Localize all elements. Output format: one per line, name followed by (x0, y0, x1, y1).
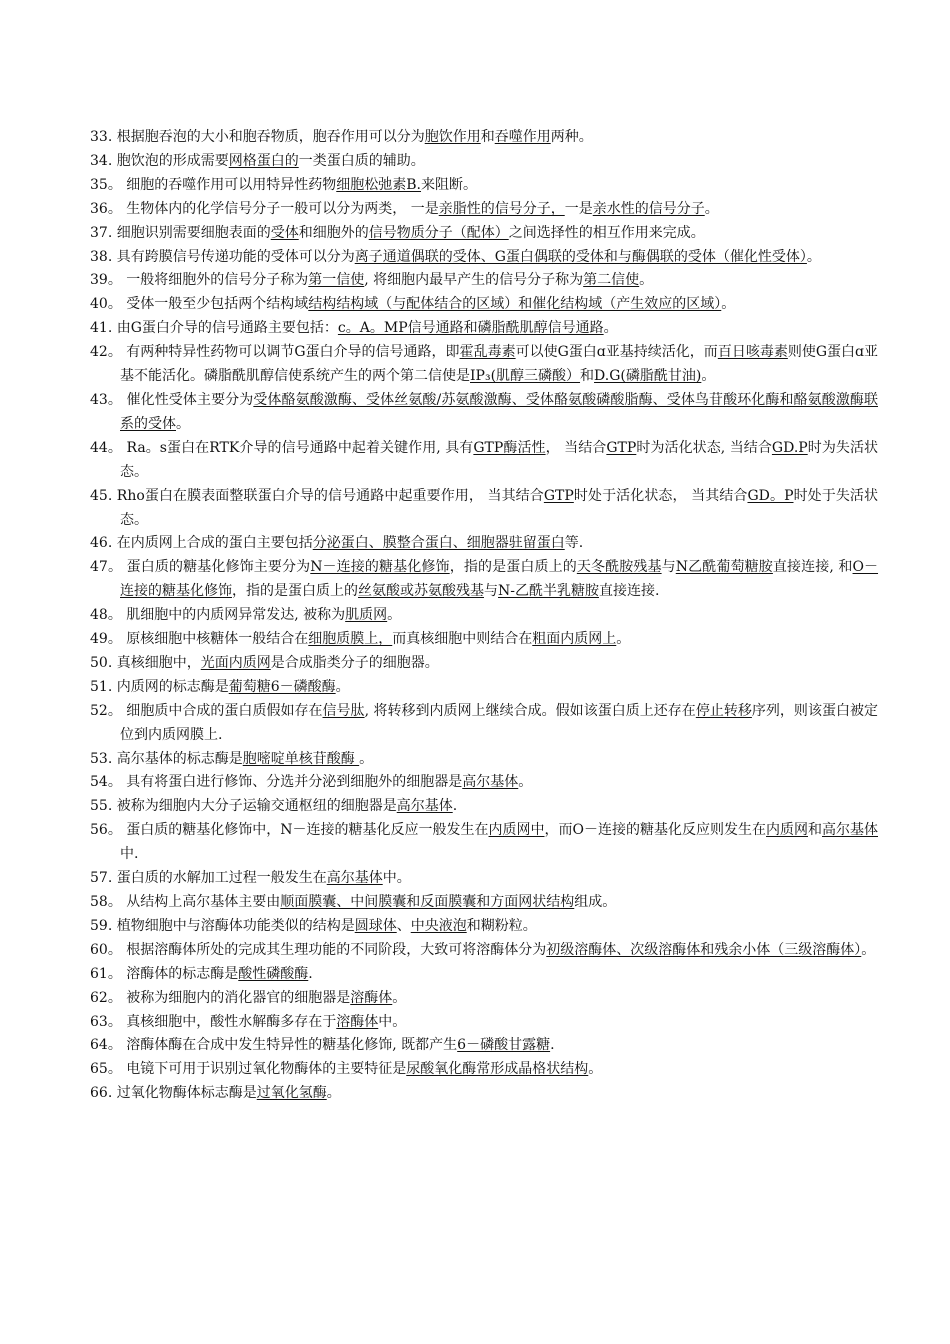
question-text: 。 (721, 296, 736, 313)
question-item (90, 174, 878, 198)
answer-text: 过氧化氢酶 (256, 1085, 327, 1102)
answer-text: 天冬酰胺残基 (576, 559, 662, 576)
question-text: 直接连接. (598, 583, 660, 600)
question-text: 53. 高尔基体的标志酶是 (90, 750, 243, 767)
answer-text: 光面内质网 (200, 654, 271, 671)
question-item (90, 1058, 878, 1082)
question-item (90, 1011, 878, 1035)
question-text: 。 (616, 631, 631, 648)
answer-text: 粗面内质网上 (532, 631, 617, 648)
question-text: 。 (603, 320, 618, 337)
question-text: 52。 细胞质中合成的蛋白质假如存在 (90, 702, 323, 719)
answer-text: 分泌蛋白、膜整合蛋白、细胞器驻留蛋白 (312, 535, 565, 552)
question-item (90, 771, 878, 795)
question-text: 时为失活状态。 (120, 439, 879, 480)
question-text: 和 (580, 368, 595, 385)
answer-text: GTP酶活性 (473, 439, 546, 456)
question-text: 序列，则该蛋白被定位到内质网膜上. (120, 702, 879, 743)
question-text: 等. (564, 535, 584, 552)
answer-text: 肌质网 (345, 607, 388, 624)
question-item (90, 867, 878, 891)
question-item (90, 963, 878, 987)
question-text: 58。 从结构上高尔基体主要由 (90, 894, 281, 910)
answer-text: 胞饮作用 (424, 129, 481, 145)
question-item (90, 676, 878, 700)
question-text: 则使G蛋白ɑ亚基不能活化。磷脂酰肌醇信使系统产生的两个第二信使是 (120, 344, 879, 385)
question-text: 。 (639, 272, 654, 289)
question-text: 35。 细胞的吞噬作用可以用特异性药物 (90, 176, 337, 193)
question-text: 。 (359, 750, 374, 767)
question-text: ，而O－连接的糖基化反应则发生在 (544, 822, 766, 839)
answer-text: 圆球体 (354, 917, 397, 934)
question-text: 。 (392, 989, 407, 1006)
answer-text: 顺面膜囊、中间膜囊和反面膜囊和方面网状结构 (280, 894, 575, 910)
answer-text: 高尔基体 (326, 870, 383, 887)
question-text: 时处于失活状态。 (120, 487, 879, 528)
answer-text: 溶酶体 (336, 1013, 379, 1030)
answer-text: 中央液泡 (410, 917, 467, 934)
question-item (90, 987, 878, 1011)
question-item (90, 1034, 878, 1058)
question-text: 中。 (382, 870, 411, 887)
question-item (90, 198, 878, 222)
answer-text: 高尔基体 (462, 774, 519, 791)
question-text: 54。 具有将蛋白进行修饰、分选并分泌到细胞外的细胞器是 (90, 774, 463, 791)
answer-text: GTP (606, 439, 637, 456)
question-text: 而真核细胞中则结合在 (392, 631, 533, 648)
answer-text: N-乙酰半乳糖胺 (498, 583, 599, 600)
answer-text: 高尔基体 (822, 822, 878, 839)
question-text: 。 (176, 415, 190, 432)
answer-text: 信号肽 (322, 702, 365, 719)
question-text: 中. (120, 846, 139, 863)
question-text: ，指的是蛋白质上的 (232, 583, 358, 600)
question-text: 65。 电镜下可用于识别过氧化物酶体的主要特征是 (90, 1061, 407, 1078)
answer-text: 葡萄糖6－磷酸酶 (228, 678, 336, 695)
question-item (90, 939, 878, 963)
question-text: 38. 具有跨膜信号传递功能的受体可以分为 (90, 248, 355, 265)
question-text: 与 (484, 583, 498, 600)
question-item (90, 150, 878, 174)
answer-text: 结构结构域（与配体结合的区域）和催化结构域（产生效应的区域） (308, 296, 722, 313)
question-text: 66. 过氧化物酶体标志酶是 (90, 1085, 257, 1102)
answer-text: N乙酰葡萄糖胺 (675, 559, 773, 576)
question-item (90, 795, 878, 819)
answer-text: 百日咳毒素 (717, 344, 788, 361)
answer-text: 细胞松弛素B. (336, 176, 422, 193)
question-item (90, 628, 878, 652)
question-item (90, 819, 878, 867)
question-item (90, 126, 878, 150)
question-text: 40。 受体一般至少包括两个结构域 (90, 296, 309, 313)
answer-text: GD.P (771, 439, 808, 456)
question-text: 64。 溶酶体酶在合成中发生特异性的糖基化修饰, 既都产生 (90, 1037, 458, 1054)
answer-text: 初级溶酶体、次级溶酶体和残余小体（三级溶酶体） (546, 941, 862, 958)
question-text: 中。 (378, 1013, 407, 1030)
question-item (90, 915, 878, 939)
question-text: 与 (661, 559, 676, 576)
answer-text: 受体酪氨酸激酶、受体丝氨酸/苏氨酸激酶、受体酪氨酸磷酸脂酶、受体鸟苷酸环化酶和酪氨酸激酶联系的受体 (120, 391, 878, 432)
question-text: 组成。 (574, 894, 617, 910)
question-text: 。 (861, 941, 876, 958)
answer-text: 溶酶体 (350, 989, 393, 1006)
answer-text: 丝氨酸或苏氨酸残基 (358, 583, 484, 600)
question-text: 。 (387, 607, 402, 624)
question-text: 36。 生物体内的化学信号分子一般可以分为两类， 一是 (90, 200, 439, 217)
answer-text: GTP (543, 487, 574, 504)
question-item (90, 341, 878, 389)
question-text: 41. 由G蛋白介导的信号通路主要包括： (90, 320, 338, 337)
question-text: ， 当结合 (545, 439, 607, 456)
question-text: 直接连接, 和 (772, 559, 853, 576)
answer-text: 细胞质膜上， (308, 631, 393, 648)
question-text: 63。 真核细胞中，酸性水解酶多存在于 (90, 1013, 337, 1030)
question-item (90, 246, 878, 270)
answer-text: 亲脂性的信号分子， (438, 200, 565, 217)
question-item (90, 604, 878, 628)
answer-text: 内质网中 (488, 822, 545, 839)
question-text: 时为活化状态, 当结合 (636, 439, 772, 456)
question-text: ，指的是蛋白质上的 (449, 559, 577, 576)
answer-text: 离子通道偶联的受体、G蛋白偶联的受体和与酶偶联的受体（催化性受体） (354, 248, 807, 265)
question-text: 55. 被称为细胞内大分子运输交通枢纽的细胞器是 (90, 798, 397, 815)
question-text: 34. 胞饮泡的形成需要 (90, 152, 229, 169)
answer-text: 停止转移 (695, 702, 752, 719)
question-item (90, 891, 878, 915)
question-text: 一是 (564, 200, 593, 217)
question-text: 两种。 (550, 129, 593, 145)
question-text: 是合成脂类分子的细胞器。 (270, 654, 439, 671)
question-text: 之间选择性的相互作用来完成。 (508, 224, 705, 241)
question-text: 51. 内质网的标志酶是 (90, 678, 229, 695)
question-item (90, 222, 878, 246)
question-text: 和细胞外的 (298, 224, 369, 241)
answer-text: GD。P (747, 487, 794, 504)
question-text: 。 (701, 368, 716, 385)
answer-text: 信号物质分子（配体） (368, 224, 509, 241)
question-text: 。 (806, 248, 821, 265)
answer-text: 尿酸氧化酶常形成晶格状结构 (406, 1061, 589, 1078)
question-text: 和 (808, 822, 822, 839)
question-text: 37. 细胞识别需要细胞表面的 (90, 224, 271, 241)
question-text: 时处于活化状态， 当其结合 (573, 487, 748, 504)
answer-text: D.G(磷脂酰甘油) (594, 368, 702, 385)
question-text: 50. 真核细胞中， (90, 654, 201, 671)
question-text: 57. 蛋白质的水解加工过程一般发生在 (90, 870, 327, 887)
question-text: 和 (480, 129, 495, 145)
question-text: 来阻断。 (421, 176, 478, 193)
question-item (90, 437, 878, 485)
question-text: , 将转移到内质网上继续合成。假如该蛋白质上还存在 (364, 702, 696, 719)
question-text: 62。 被称为细胞内的消化器官的细胞器是 (90, 989, 351, 1006)
question-item (90, 485, 878, 533)
question-item (90, 1082, 878, 1106)
question-text: 47。 蛋白质的糖基化修饰主要分为 (90, 559, 311, 576)
answer-text: 第一信使 (308, 272, 365, 289)
question-text: 33. 根据胞吞泡的大小和胞吞物质，胞吞作用可以分为 (90, 129, 425, 145)
question-text: 。 (335, 678, 350, 695)
answer-text: 高尔基体 (396, 798, 453, 815)
answer-text: 网格蛋白的 (228, 152, 299, 169)
question-item (90, 269, 878, 293)
question-text: 和糊粉粒。 (466, 917, 537, 934)
question-text: 60。 根据溶酶体所处的完成其生理功能的不同阶段，大致可将溶酶体分为 (90, 941, 547, 958)
question-text: . (452, 798, 458, 815)
question-text: 、 (396, 917, 411, 934)
question-text: 49。 原核细胞中核糖体一般结合在 (90, 631, 309, 648)
question-text: , 将细胞内最早产生的信号分子称为 (364, 272, 584, 289)
answer-text: 内质网 (766, 822, 808, 839)
answer-text: 第二信使 (583, 272, 640, 289)
question-text: 可以使G蛋白ɑ亚基持续活化，而 (515, 344, 718, 361)
question-text: 59. 植物细胞中与溶酶体功能类似的结构是 (90, 917, 355, 934)
question-text: 43。 催化性受体主要分为 (90, 391, 254, 408)
question-item (90, 293, 878, 317)
question-text: 。 (704, 200, 719, 217)
answer-text: 受体 (270, 224, 299, 241)
question-text: 。 (588, 1061, 603, 1078)
question-item (90, 556, 878, 604)
question-text: 44。 Ra。s蛋白在RTK介导的信号通路中起着关键作用, 具有 (90, 439, 474, 456)
answer-text: 酸性磷酸酶 (238, 965, 309, 982)
question-text: . (550, 1037, 555, 1054)
answer-text: 亲水性的信号分子 (592, 200, 705, 217)
question-text: 。 (326, 1085, 341, 1102)
question-text: 61。 溶酶体的标志酶是 (90, 965, 239, 982)
question-text: 。 (518, 774, 533, 791)
question-item (90, 652, 878, 676)
answer-text: N－连接的糖基化修饰 (310, 559, 450, 576)
question-item (90, 700, 878, 748)
question-text: 39。 一般将细胞外的信号分子称为 (90, 272, 309, 289)
question-text: 42。 有两种特异性药物可以调节G蛋白介导的信号通路，即 (90, 344, 460, 361)
answer-text: IP₃(肌醇三磷酸） (470, 368, 581, 385)
question-item (90, 532, 878, 556)
question-text: 45. Rho蛋白在膜表面整联蛋白介导的信号通路中起重要作用， 当其结合 (90, 487, 544, 504)
answer-text: 胞嘧啶单核苷酸酶 (242, 750, 360, 767)
answer-text: 吞噬作用 (494, 129, 551, 145)
answer-text: c。A。MP信号通路和磷脂酰肌醇信号通路 (337, 320, 604, 337)
question-item (90, 317, 878, 341)
question-list (90, 126, 878, 1106)
question-text: 一类蛋白质的辅助。 (298, 152, 425, 169)
question-text: 46. 在内质网上合成的蛋白主要包括 (90, 535, 313, 552)
question-item (90, 389, 878, 437)
answer-text: 6－磷酸甘露糖 (457, 1037, 551, 1054)
answer-text: O－连接的糖基化修饰 (120, 559, 879, 600)
question-text: 56。 蛋白质的糖基化修饰中，N－连接的糖基化反应一般发生在 (90, 822, 489, 839)
question-text: . (308, 965, 313, 982)
question-text: 48。 肌细胞中的内质网异常发达, 被称为 (90, 607, 346, 624)
answer-text: 霍乱毒素 (459, 344, 516, 361)
question-item (90, 748, 878, 772)
